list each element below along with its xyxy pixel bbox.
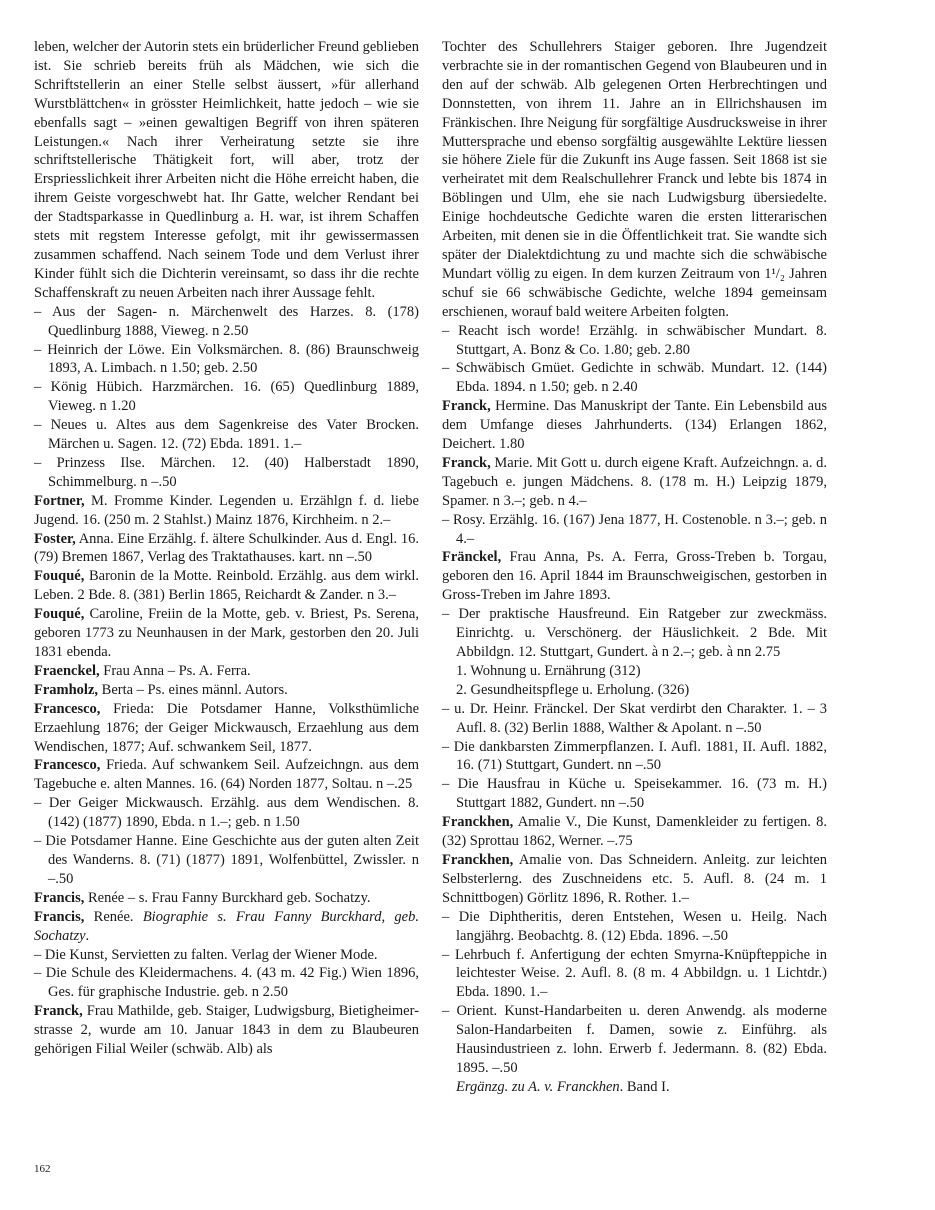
sub-entry <box>442 775 827 813</box>
sub-entry <box>442 662 827 681</box>
sub-entry <box>442 322 827 360</box>
sub-entry <box>442 946 827 1003</box>
bibliography-entry <box>34 567 419 605</box>
sub-entry <box>442 681 827 700</box>
entry-headword: Franckhen, <box>442 851 514 868</box>
sub-entry-text: – Prinzess Ilse. Märchen. 12. (40) Halberstadt 1890, Schimmelburg. n –.50 <box>34 454 419 490</box>
sub-entry-text: 2. Gesundheitspflege u. Erholung. (326) <box>456 681 690 698</box>
sub-entry-text: – Reacht isch worde! Erzählg. in schwäbischer Mundart. 8. Stuttgart, A. Bonz & Co. 1.80; geb. 2.80 <box>442 322 827 358</box>
sub-entry <box>34 794 419 832</box>
entry-text: Marie. Mit Gott u. durch eigene Kraft. Aufzeichngn. a. d. Tagebuch e. jungen Mädchens. 8. (178 m. H.) Leipzig 1879, Spamer. n 3.–; geb. n 4.– <box>442 454 827 509</box>
bibliography-entry <box>34 605 419 662</box>
entry-text: Amalie von. Das Schneidern. Anleitg. zur leichten Selbsterlerng. des Zuschneidens etc. 5. Aufl. 8. (24 m. 1 Schnittbogen) Görlitz 1896, R. Rother. 1.– <box>442 851 827 906</box>
entry-text: Frau Anna – Ps. A. Ferra. <box>99 662 251 679</box>
sub-entry <box>442 511 827 549</box>
sub-entry-text: – Der praktische Hausfreund. Ein Ratgeber zur zweckmäss. Einrichtg. u. Verschönerg. der Häuslichkeit. 2 Bde. Mit Abbildgn. 12. Stuttgart, Gundert. à n 2.–; geb. à nn 2.75 <box>442 606 827 660</box>
sub-entry <box>34 946 419 965</box>
bibliography-entry <box>34 1002 419 1059</box>
entry-headword: Foster, <box>34 530 76 547</box>
page-number: 162 <box>34 1163 51 1175</box>
entry-italic-text: Ergänzg. zu A. v. Franckhen <box>456 1078 620 1095</box>
sub-entry-text: – Heinrich der Löwe. Ein Volksmärchen. 8. (86) Braunschweig 1893, A. Limbach. n 1.50; geb. 2.50 <box>34 341 419 377</box>
sub-entry <box>34 454 419 492</box>
bibliography-entry <box>442 454 827 511</box>
entry-headword: Framholz, <box>34 681 99 698</box>
entry-headword: Fouqué, <box>34 606 85 623</box>
sub-entry <box>442 700 827 738</box>
sub-entry-text: – Aus der Sagen- n. Märchenwelt des Harzes. 8. (178) Quedlinburg 1888, Vieweg. n 2.50 <box>34 303 419 339</box>
continuation-paragraph: Tochter des Schullehrers Staiger geboren. Ihre Jugendzeit verbrachte sie in der romantischen Gegend von Blaubeuren und in den auf der schwäb. Alb gelegenen Orten Herbrechtingen und Donnstetten, von ihrem 11. Jahre an in Ellrichshausen im Fränkischen. Ihre Neigung für sorgfältige Ausdrucksweise in ihrer Muttersprache und ebenso sorgfältig ausgewählte Lektüre liessen sie höhere Ziele für die Zukunft ins Auge fassen. Seit 1868 ist sie verheiratet mit dem Realschullehrer Franck und lebte bis 1874 in Böblingen und Ulm, ehe sie nach Ludwigsburg übersiedelte. Einige hochdeutsche Gedichte waren die ersten litterarischen Arbeiten, mit denen sie in die Öffentlichkeit trat. Sie wandte sich später der Dialektdichtung zu und machte sich die schwäbische Mundart völlig zu eigen. In dem kurzen Zeitraum von 1¹/₂ Jahren schuf sie 66 schwäbische Gedichte, welche 1894 gemeinsam erschienen, worauf bald weitere Arbeiten folgten. <box>442 39 827 320</box>
sub-entry-text: – Die Hausfrau in Küche u. Speisekammer. 16. (73 m. H.) Stuttgart 1882, Gundert. nn –.50 <box>442 776 827 812</box>
sub-entry-text: – Die Diphtheritis, deren Entstehen, Wesen u. Heilg. Nach langjährg. Beobachtg. 8. (12) Ebda. 1896. –.50 <box>442 908 827 944</box>
bibliography-entry <box>34 530 419 568</box>
entry-text: Frau Anna, Ps. A. Ferra, Gross-Treben b. Torgau, geboren den 16. April 1844 im Braunschweigischen, gestorben in Gross-Treben im Jahre 1893. <box>442 549 827 604</box>
entry-headword: Franck, <box>442 454 491 471</box>
sub-entry-text: – Rosy. Erzählg. 16. (167) Jena 1877, H. Costenoble. n 3.–; geb. n 4.– <box>442 511 827 547</box>
sub-entry-text: 1. Wohnung u. Ernährung (312) <box>456 662 641 679</box>
entry-headword: Fouqué, <box>34 568 85 585</box>
entry-trailing-text: . <box>85 927 90 944</box>
entry-text: Frieda. Auf schwankem Seil. Aufzeichngn. aus dem Tagebuche e. alten Mannes. 16. (64) Norden 1877, Soltau. n –.25 <box>34 757 419 793</box>
bibliography-entry <box>34 492 419 530</box>
entry-text: Renée – s. Frau Fanny Burckhard geb. Sochatzy. <box>84 889 371 906</box>
sub-entry <box>442 605 827 662</box>
sub-entry-text: – Der Geiger Mickwausch. Erzählg. aus dem Wendischen. 8. (142) (1877) 1890, Ebda. n 1.–; geb. n 1.50 <box>34 795 419 831</box>
sub-entry <box>442 1078 827 1097</box>
sub-entry <box>34 964 419 1002</box>
entry-headword: Fortner, <box>34 492 85 509</box>
bibliography-entry <box>34 889 419 908</box>
entry-text: Renée. <box>84 908 143 925</box>
bibliography-entry <box>34 908 419 946</box>
sub-entry-text: – Schwäbisch Gmüet. Gedichte in schwäb. Mundart. 12. (144) Ebda. 1894. n 1.50; geb. n 2.40 <box>442 360 827 396</box>
entry-text: Anna. Eine Erzählg. f. ältere Schulkinder. Aus d. Engl. 16. (79) Bremen 1867, Verlag des Traktathauses. kart. nn –.50 <box>34 530 419 566</box>
bibliography-entry <box>34 756 419 794</box>
sub-entry-text: – Die Schule des Kleidermachens. 4. (43 m. 42 Fig.) Wien 1896, Ges. für graphische Industrie. geb. n 2.50 <box>34 965 419 1001</box>
entry-headword: Franckhen, <box>442 814 514 831</box>
entry-headword: Francis, <box>34 908 85 925</box>
entry-text: Amalie V., Die Kunst, Damenkleider zu fertigen. 8. (32) Sprottau 1862, Werner. –.75 <box>442 814 827 850</box>
entry-headword: Francesco, <box>34 700 101 717</box>
bibliography-entry <box>442 548 827 605</box>
sub-entry <box>34 303 419 341</box>
sub-entry-text: – Lehrbuch f. Anfertigung der echten Smyrna-Knüpfteppiche in leichtester Weise. 2. Aufl. 8. (8 m. 4 Abbildgn. u. 1 Lichtdr.) Ebda. 1890. 1.– <box>442 946 827 1001</box>
entry-text: Frau Mathilde, geb. Staiger, Ludwigsburg, Bietigheimer-strasse 2, wurde am 10. Januar 1843 in dem zu Blaubeuren gehörigen Filial Weiler (schwäb. Alb) als <box>34 1003 419 1058</box>
bibliography-entry <box>34 681 419 700</box>
sub-entry-text: – König Hübich. Harzmärchen. 16. (65) Quedlinburg 1889, Vieweg. n 1.20 <box>34 379 419 415</box>
entry-text: Berta – Ps. eines männl. Autors. <box>98 681 288 698</box>
sub-entry <box>442 359 827 397</box>
entry-text: Baronin de la Motte. Reinbold. Erzählg. aus dem wirkl. Leben. 2 Bde. 8. (381) Berlin 1865, Reichardt & Zander. n 3.– <box>34 568 419 604</box>
entry-text: M. Fromme Kinder. Legenden u. Erzählgn f. d. liebe Jugend. 16. (250 m. 2 Stahlst.) Mainz 1876, Kirchheim. n 2.– <box>34 492 419 528</box>
entry-trailing-text: . Band I. <box>619 1078 670 1095</box>
sub-entry-text: – Die Kunst, Servietten zu falten. Verlag der Wiener Mode. <box>34 946 378 963</box>
sub-entry <box>34 416 419 454</box>
entry-headword: Fränckel, <box>442 549 502 566</box>
sub-entry-text: – Orient. Kunst-Handarbeiten u. deren Anwendg. als moderne Salon-Handarbeiten f. Damen, sowie z. Einführg. als Hausindustrieen z. lohn. Erwerb f. Jedermann. 8. (82) Ebda. 1895. –.50 <box>442 1003 827 1076</box>
entry-headword: Fraenckel, <box>34 662 100 679</box>
sub-entry <box>34 832 419 889</box>
sub-entry <box>34 378 419 416</box>
sub-entry <box>442 908 827 946</box>
sub-entry <box>442 738 827 776</box>
sub-entry-text: – Neues u. Altes aus dem Sagenkreise des Vater Brocken. Märchen u. Sagen. 12. (72) Ebda. 1891. 1.– <box>34 417 419 453</box>
right-column <box>442 38 827 1097</box>
entry-italic-text: Biographie s. Frau Fanny Burckhard, geb. Sochatzy <box>34 908 419 944</box>
entry-headword: Francesco, <box>34 757 101 774</box>
bibliography-entry <box>442 813 827 851</box>
entry-headword: Franck, <box>34 1003 83 1020</box>
bibliography-entry <box>34 700 419 757</box>
sub-entry-text: – Die Potsdamer Hanne. Eine Geschichte aus der guten alten Zeit des Wanderns. 8. (71) (1877) 1891, Wolfenbüttel, Zwissler. n –.50 <box>34 833 419 887</box>
entry-text: Frieda: Die Potsdamer Hanne, Volksthümliche Erzaehlung 1876; der Geiger Mickwausch, Erzaehlung aus dem Wendischen, 1877; Auf. schwankem Seil, 1877. <box>34 700 419 755</box>
bibliography-entry <box>442 397 827 454</box>
sub-entry-text: – u. Dr. Heinr. Fränckel. Der Skat verdirbt den Charakter. 1. – 3 Aufl. 8. (32) Berlin 1888, Walther & Apolant. n –.50 <box>442 700 827 736</box>
sub-entry <box>442 1002 827 1078</box>
continuation-paragraph: leben, welcher der Autorin stets ein brüderlicher Freund geblieben ist. Sie schrieb bereits früh als Mädchen, wie sich die Schriftstellerin an einer Stelle selbst äussert, »für allerhand Wurstblättchen« in grösster Heimlichkeit, hatte jedoch – wie sie ebenfalls sagt – »einen gewaltigen Begriff von ihren späteren Leistungen.« Nach ihrer Verheiratung setzte sie ihre schriftstellerische Thätigkeit fort, will aber, trotz der Erspriesslichkeit ihrer Arbeiten nicht die Höhe erreicht haben, die ihrem Geiste vorgeschwebt hat. Ihr Gatte, welcher Rendant bei der Stadtsparkasse in Quedlinburg a. H. war, ist ihrem Schaffen stets mit regstem Interesse gefolgt, mit ihr gewissermassen zusammen schaffend. Nach seinem Tode und dem Verlust ihrer Kinder fühlt sich die Dichterin vereinsamt, so dass ihr die rechte Schaffenskraft zu neuen Arbeiten nach ihrer Aussage fehlt. <box>34 39 419 301</box>
sub-entry-text: – Die dankbarsten Zimmerpflanzen. I. Aufl. 1881, II. Aufl. 1882, 16. (71) Stuttgart, Gundert. nn –.50 <box>442 738 827 774</box>
entry-headword: Francis, <box>34 889 85 906</box>
bibliography-entry <box>34 662 419 681</box>
sub-entry <box>34 341 419 379</box>
left-column <box>34 38 419 1059</box>
entry-text: Caroline, Freiin de la Motte, geb. v. Briest, Ps. Serena, geboren 1773 zu Neunhausen in der Mark, gestorben den 20. Juli 1831 ebenda. <box>34 606 419 660</box>
entry-text: Hermine. Das Manuskript der Tante. Ein Lebensbild aus dem Umfange dieses Jahrhunderts. (134) Erlangen 1862, Deichert. 1.80 <box>442 398 827 453</box>
bibliography-entry <box>442 851 827 908</box>
entry-headword: Franck, <box>442 398 491 415</box>
